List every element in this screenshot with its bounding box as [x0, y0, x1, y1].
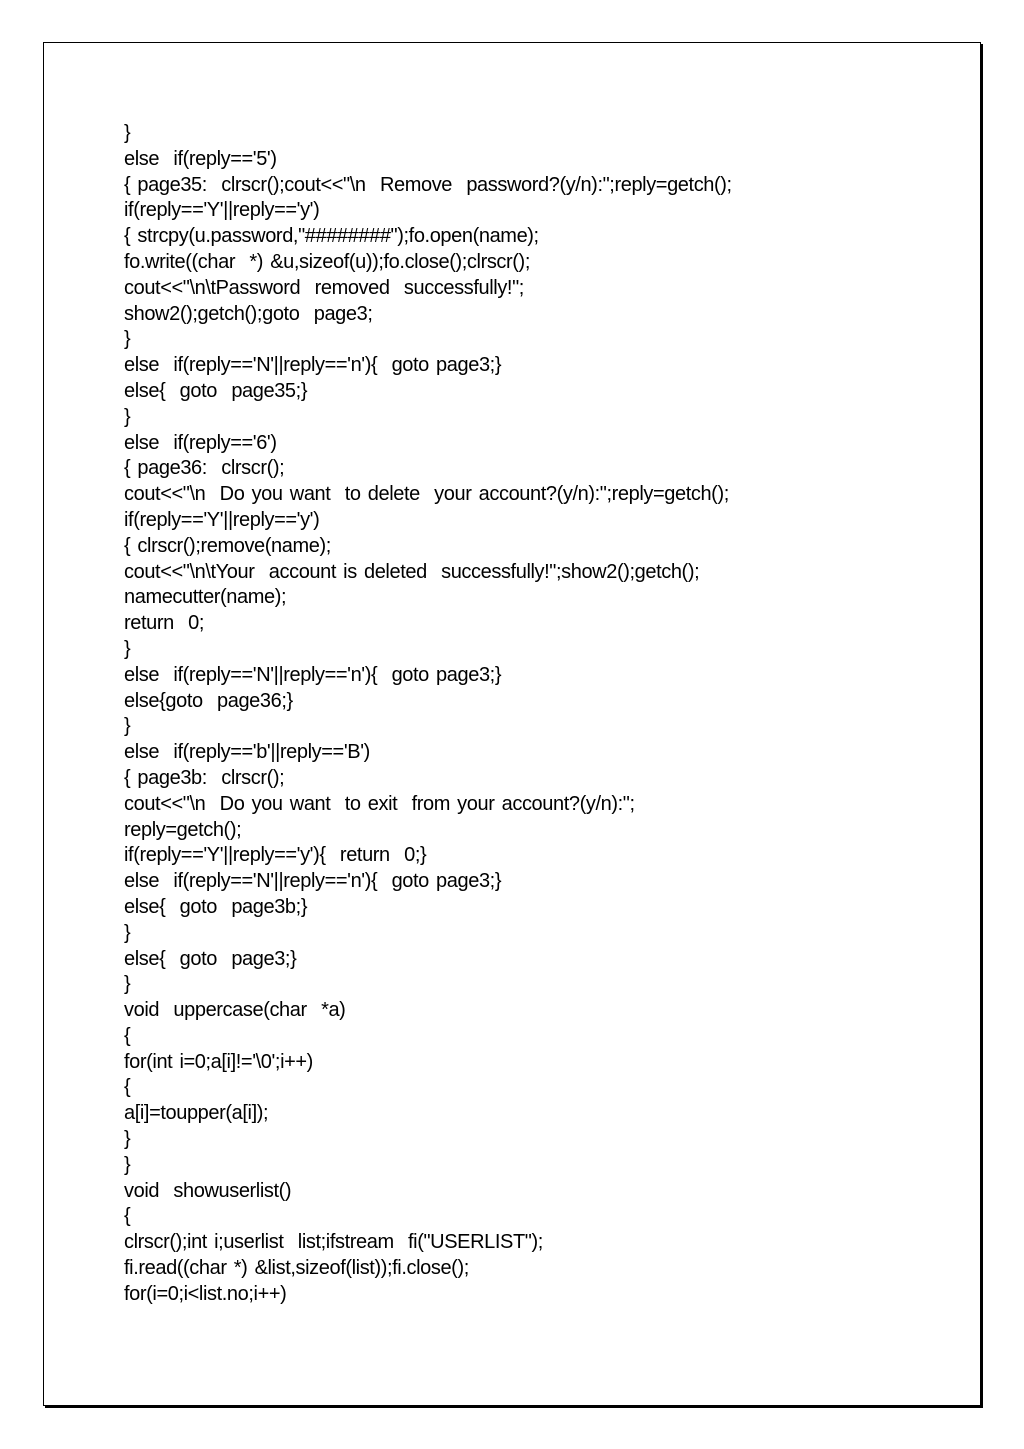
code-line: show2();getch();goto page3;	[124, 302, 373, 325]
code-line: { page36: clrscr();	[124, 457, 285, 480]
code-line: cout<<"\n\tPassword removed successfully!";	[124, 276, 524, 299]
code-line: else{ goto page3;}	[124, 947, 297, 970]
code-line: for(i=0;i<list.no;i++)	[124, 1282, 287, 1305]
code-line: {	[124, 1076, 131, 1099]
code-line: else if(reply=='5')	[124, 147, 277, 170]
code-line: else if(reply=='N'||reply=='n'){ goto page3;}	[124, 870, 502, 893]
code-line: else if(reply=='N'||reply=='n'){ goto page3;}	[124, 663, 502, 686]
code-line: reply=getch();	[124, 818, 242, 841]
code-line: }	[124, 122, 131, 144]
code-line: }	[124, 1128, 131, 1151]
code-line: for(int i=0;a[i]!='\0';i++)	[124, 1050, 313, 1073]
code-line: { clrscr();remove(name);	[124, 534, 331, 557]
code-line: else{ goto page35;}	[124, 379, 308, 402]
code-line: if(reply=='Y'||reply=='y')	[124, 199, 320, 222]
code-line: cout<<"\n\tYour account is deleted successfully!";show2();getch();	[124, 560, 700, 583]
code-line: else if(reply=='b'||reply=='B')	[124, 741, 370, 764]
code-line: if(reply=='Y'||reply=='y'){ return 0;}	[124, 844, 427, 867]
code-line: cout<<"\n Do you want to delete your account?(y/n):";reply=getch();	[124, 483, 729, 506]
code-line: return 0;	[124, 612, 205, 635]
code-line: if(reply=='Y'||reply=='y')	[124, 508, 320, 531]
code-line: void uppercase(char *a)	[124, 999, 346, 1022]
code-line: clrscr();int i;userlist list;ifstream fi("USERLIST");	[124, 1231, 543, 1254]
code-line: else if(reply=='N'||reply=='n'){ goto page3;}	[124, 354, 502, 377]
code-line: }	[124, 637, 131, 660]
code-line: else{goto page36;}	[124, 689, 293, 712]
code-line: namecutter(name);	[124, 586, 287, 609]
code-line: }	[124, 405, 131, 428]
code-line: void showuserlist()	[124, 1179, 292, 1202]
code-line: fi.read((char *) &list,sizeof(list));fi.close();	[124, 1257, 469, 1280]
code-line: a[i]=toupper(a[i]);	[124, 1102, 269, 1125]
code-line: {	[124, 1205, 131, 1228]
code-line: cout<<"\n Do you want to exit from your account?(y/n):";	[124, 792, 635, 815]
code-line: }	[124, 328, 131, 351]
code-line: {	[124, 1024, 131, 1047]
code-line: fo.write((char *) &u,sizeof(u));fo.close();clrscr();	[124, 250, 530, 273]
code-line: else if(reply=='6')	[124, 431, 277, 454]
code-line: { strcpy(u.password,"########");fo.open(name);	[124, 225, 539, 248]
code-listing	[124, 121, 732, 1308]
code-line: }	[124, 1153, 131, 1176]
code-line: { page35: clrscr();cout<<"\n Remove password?(y/n):";reply=getch();	[124, 173, 732, 196]
code-line: }	[124, 973, 131, 996]
code-line: else{ goto page3b;}	[124, 895, 308, 918]
code-line: }	[124, 715, 131, 738]
code-line: { page3b: clrscr();	[124, 766, 285, 789]
code-line: }	[124, 921, 131, 944]
